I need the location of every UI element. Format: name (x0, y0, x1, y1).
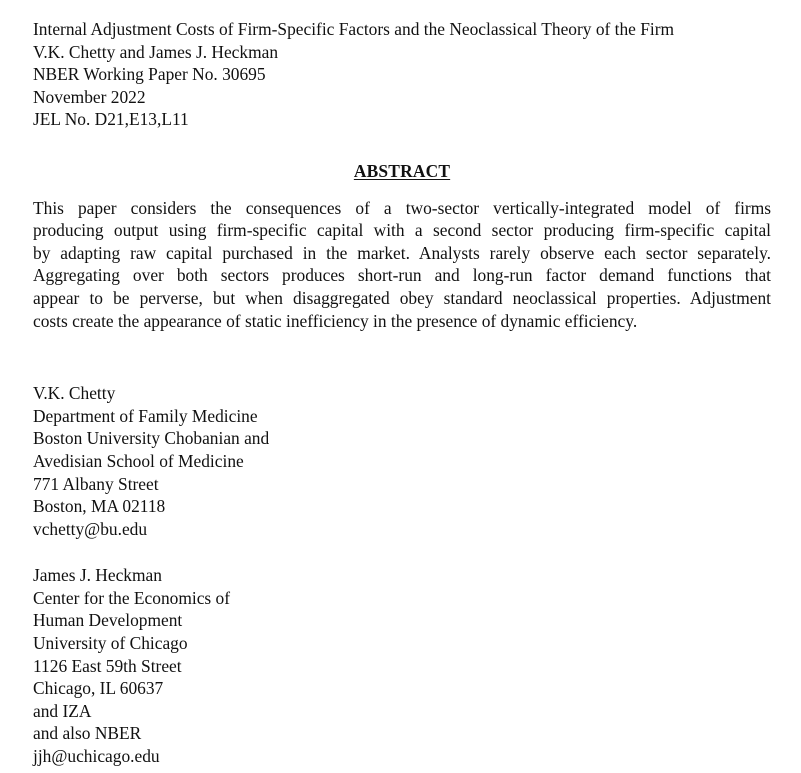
author-address-line: 1126 East 59th Street (33, 655, 182, 676)
paper-header (33, 18, 771, 131)
paper-page (33, 18, 771, 768)
author-address-line: University of Chicago (33, 633, 188, 654)
author-address-heckman (33, 564, 771, 767)
abstract-line: costs create the appearance of static inefficiency in the presence of dynamic efficiency. (33, 310, 638, 331)
paper-jel-codes: JEL No. D21,E13,L11 (33, 109, 189, 130)
author-email: vchetty@bu.edu (33, 518, 148, 539)
author-name: V.K. Chetty (33, 383, 116, 404)
paper-date: November 2022 (33, 86, 146, 107)
author-address-line: Boston University Chobanian and (33, 428, 270, 449)
abstract-body (33, 197, 771, 333)
author-address-line: and also NBER (33, 723, 142, 744)
author-email: jjh@uchicago.edu (33, 746, 160, 767)
author-address-line: Avedisian School of Medicine (33, 450, 244, 471)
author-address-chetty (33, 382, 771, 540)
abstract-line: producing output using firm-specific capital with a second sector producing firm-specific capital (33, 220, 771, 241)
paper-authors: V.K. Chetty and James J. Heckman (33, 41, 279, 62)
author-address-line: Chicago, IL 60637 (33, 678, 164, 699)
abstract-line: appear to be perverse, but when disaggregated obey standard neoclassical properties. Adjustment (33, 287, 771, 308)
paper-series: NBER Working Paper No. 30695 (33, 64, 266, 85)
author-address-line: Center for the Economics of (33, 587, 231, 608)
abstract-line: This paper considers the consequences of a two-sector vertically-integrated model of firms (33, 197, 771, 218)
author-name: James J. Heckman (33, 565, 162, 586)
author-address-line: Department of Family Medicine (33, 405, 258, 426)
author-address-line: Boston, MA 02118 (33, 496, 166, 517)
author-address-line: and IZA (33, 700, 92, 721)
paper-title: Internal Adjustment Costs of Firm-Specific Factors and the Neoclassical Theory of the Firm (33, 19, 675, 39)
author-address-line: Human Development (33, 610, 183, 631)
author-address-line: 771 Albany Street (33, 473, 159, 494)
abstract-line: by adapting raw capital purchased in the market. Analysts rarely observe each sector separately. (33, 242, 771, 263)
abstract-heading: ABSTRACT (353, 160, 451, 181)
abstract-line: Aggregating over both sectors produces short-run and long-run factor demand functions that (33, 265, 771, 286)
